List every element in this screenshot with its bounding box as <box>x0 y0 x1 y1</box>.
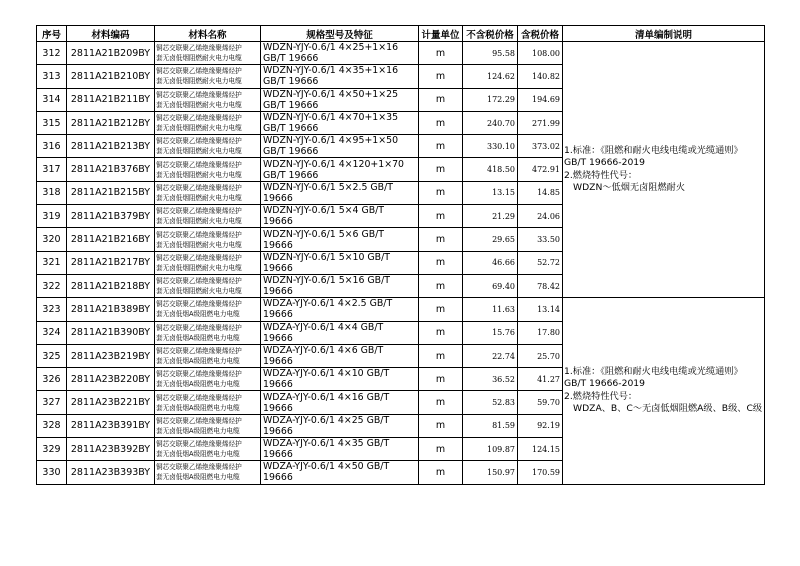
material-name-line: 套无卤低烟A级阻燃电力电缆 <box>156 426 240 435</box>
row-spec: WDZA-YJY-0.6/1 4×4 GB/T 19666 <box>261 321 419 344</box>
row-spec: WDZN-YJY-0.6/1 5×6 GB/T 19666 <box>261 228 419 251</box>
row-price-inc-tax: 108.00 <box>518 42 563 65</box>
material-name-line: 铜芯交联聚乙烯绝缘聚烯烃护 <box>156 393 242 402</box>
row-spec: WDZN-YJY-0.6/1 5×16 GB/T 19666 <box>261 274 419 297</box>
material-name-line: 套无卤低烟A级阻燃电力电缆 <box>156 380 240 389</box>
row-price-inc-tax: 52.72 <box>518 251 563 274</box>
row-price-inc-tax: 14.85 <box>518 181 563 204</box>
row-seq: 330 <box>37 461 67 484</box>
header-notes: 清单编制说明 <box>563 26 765 42</box>
row-price-ex-tax: 418.50 <box>463 158 518 181</box>
material-name-line: 套无卤低烟阻燃耐火电力电缆 <box>156 263 242 272</box>
header-material-code: 材料编码 <box>67 26 155 42</box>
row-price-ex-tax: 11.63 <box>463 298 518 321</box>
material-name-line: 铜芯交联聚乙烯绝缘聚烯烃护 <box>156 44 242 53</box>
row-spec: WDZN-YJY-0.6/1 5×4 GB/T 19666 <box>261 205 419 228</box>
row-seq: 321 <box>37 251 67 274</box>
row-spec: WDZN-YJY-0.6/1 5×2.5 GB/T 19666 <box>261 181 419 204</box>
row-price-ex-tax: 150.97 <box>463 461 518 484</box>
row-unit: m <box>419 158 463 181</box>
row-seq: 328 <box>37 414 67 437</box>
row-material-name <box>155 65 261 88</box>
material-name-line: 套无卤低烟阻燃耐火电力电缆 <box>156 193 242 202</box>
row-material-code: 2811A23B220BY <box>67 368 155 391</box>
row-spec: WDZN-YJY-0.6/1 4×120+1×70 GB/T 19666 <box>261 158 419 181</box>
row-material-code: 2811A21B217BY <box>67 251 155 274</box>
row-price-inc-tax: 472.91 <box>518 158 563 181</box>
row-unit: m <box>419 298 463 321</box>
material-name-line: 铜芯交联聚乙烯绝缘聚烯烃护 <box>156 416 242 425</box>
row-price-inc-tax: 41.27 <box>518 368 563 391</box>
row-material-name <box>155 42 261 65</box>
row-price-ex-tax: 109.87 <box>463 438 518 461</box>
row-price-inc-tax: 194.69 <box>518 88 563 111</box>
material-name-line: 铜芯交联聚乙烯绝缘聚烯烃护 <box>156 207 242 216</box>
row-seq: 326 <box>37 368 67 391</box>
row-price-ex-tax: 69.40 <box>463 274 518 297</box>
row-material-name <box>155 321 261 344</box>
row-price-ex-tax: 330.10 <box>463 135 518 158</box>
row-spec: WDZN-YJY-0.6/1 4×95+1×50 GB/T 19666 <box>261 135 419 158</box>
row-spec: WDZN-YJY-0.6/1 4×35+1×16 GB/T 19666 <box>261 65 419 88</box>
material-name-line: 套无卤低烟A级阻燃电力电缆 <box>156 473 240 482</box>
row-price-ex-tax: 124.62 <box>463 65 518 88</box>
row-spec: WDZA-YJY-0.6/1 4×6 GB/T 19666 <box>261 344 419 367</box>
row-price-ex-tax: 81.59 <box>463 414 518 437</box>
row-spec: WDZN-YJY-0.6/1 4×70+1×35 GB/T 19666 <box>261 111 419 134</box>
row-seq: 327 <box>37 391 67 414</box>
row-spec: WDZA-YJY-0.6/1 4×35 GB/T 19666 <box>261 438 419 461</box>
notes-line: GB/T 19666-2019 <box>564 157 645 169</box>
row-price-inc-tax: 271.99 <box>518 111 563 134</box>
material-name-line: 套无卤低烟A级阻燃电力电缆 <box>156 333 240 342</box>
header-seq: 序号 <box>37 26 67 42</box>
row-unit: m <box>419 181 463 204</box>
row-material-code: 2811A21B213BY <box>67 135 155 158</box>
row-price-inc-tax: 124.15 <box>518 438 563 461</box>
row-price-inc-tax: 78.42 <box>518 274 563 297</box>
row-material-code: 2811A21B376BY <box>67 158 155 181</box>
row-seq: 320 <box>37 228 67 251</box>
row-material-code: 2811A21B379BY <box>67 205 155 228</box>
header-spec: 规格型号及特征 <box>261 26 419 42</box>
row-seq: 318 <box>37 181 67 204</box>
row-material-code: 2811A21B211BY <box>67 88 155 111</box>
row-price-ex-tax: 21.29 <box>463 205 518 228</box>
row-spec: WDZA-YJY-0.6/1 4×16 GB/T 19666 <box>261 391 419 414</box>
table-body <box>37 42 765 485</box>
notes-line: GB/T 19666-2019 <box>564 378 645 390</box>
row-price-ex-tax: 52.83 <box>463 391 518 414</box>
row-material-code: 2811A21B209BY <box>67 42 155 65</box>
row-material-name <box>155 158 261 181</box>
row-price-ex-tax: 15.76 <box>463 321 518 344</box>
material-name-line: 铜芯交联聚乙烯绝缘聚烯烃护 <box>156 277 242 286</box>
row-price-inc-tax: 25.70 <box>518 344 563 367</box>
material-name-line: 铜芯交联聚乙烯绝缘聚烯烃护 <box>156 114 242 123</box>
row-price-ex-tax: 172.29 <box>463 88 518 111</box>
row-price-ex-tax: 95.58 <box>463 42 518 65</box>
row-spec: WDZA-YJY-0.6/1 4×50 GB/T 19666 <box>261 461 419 484</box>
row-material-code: 2811A23B221BY <box>67 391 155 414</box>
row-material-code: 2811A23B392BY <box>67 438 155 461</box>
row-material-name <box>155 111 261 134</box>
notes-line: WDZA、B、C～无卤低烟阻燃A级、B级、C级 <box>573 403 763 415</box>
material-name-line: 套无卤低烟A级阻燃电力电缆 <box>156 403 240 412</box>
notes-cell <box>563 42 765 298</box>
row-material-code: 2811A21B210BY <box>67 65 155 88</box>
row-price-ex-tax: 36.52 <box>463 368 518 391</box>
row-material-code: 2811A21B389BY <box>67 298 155 321</box>
header-unit: 计量单位 <box>419 26 463 42</box>
material-name-line: 铜芯交联聚乙烯绝缘聚烯烃护 <box>156 323 242 332</box>
notes-line: 2.燃烧特性代号： <box>564 169 638 181</box>
row-price-ex-tax: 240.70 <box>463 111 518 134</box>
row-unit: m <box>419 111 463 134</box>
notes-line: 1.标准：《阻燃和耐火电线电缆或光缆通则》 <box>564 144 743 156</box>
material-name-line: 铜芯交联聚乙烯绝缘聚烯烃护 <box>156 230 242 239</box>
row-material-code: 2811A21B212BY <box>67 111 155 134</box>
material-name-line: 套无卤低烟阻燃耐火电力电缆 <box>156 217 242 226</box>
row-material-name <box>155 391 261 414</box>
row-material-code: 2811A21B390BY <box>67 321 155 344</box>
row-spec: WDZA-YJY-0.6/1 4×25 GB/T 19666 <box>261 414 419 437</box>
header-material-name: 材料名称 <box>155 26 261 42</box>
row-seq: 314 <box>37 88 67 111</box>
notes-cell <box>563 298 765 484</box>
notes-line: 2.燃烧特性代号： <box>564 390 638 402</box>
row-seq: 317 <box>37 158 67 181</box>
row-seq: 319 <box>37 205 67 228</box>
row-spec: WDZN-YJY-0.6/1 5×10 GB/T 19666 <box>261 251 419 274</box>
row-seq: 315 <box>37 111 67 134</box>
row-unit: m <box>419 344 463 367</box>
notes-line: WDZN～低烟无卤阻燃耐火 <box>573 182 686 194</box>
row-seq: 313 <box>37 65 67 88</box>
row-unit: m <box>419 391 463 414</box>
row-seq: 322 <box>37 274 67 297</box>
row-price-ex-tax: 46.66 <box>463 251 518 274</box>
row-material-code: 2811A21B216BY <box>67 228 155 251</box>
row-spec: WDZN-YJY-0.6/1 4×25+1×16 GB/T 19666 <box>261 42 419 65</box>
row-material-name <box>155 205 261 228</box>
row-price-inc-tax: 373.02 <box>518 135 563 158</box>
material-name-line: 铜芯交联聚乙烯绝缘聚烯烃护 <box>156 463 242 472</box>
row-unit: m <box>419 368 463 391</box>
material-name-line: 套无卤低烟阻燃耐火电力电缆 <box>156 77 242 86</box>
row-spec: WDZA-YJY-0.6/1 4×10 GB/T 19666 <box>261 368 419 391</box>
row-unit: m <box>419 135 463 158</box>
row-price-inc-tax: 140.82 <box>518 65 563 88</box>
material-name-line: 铜芯交联聚乙烯绝缘聚烯烃护 <box>156 370 242 379</box>
material-name-line: 铜芯交联聚乙烯绝缘聚烯烃护 <box>156 300 242 309</box>
material-name-line: 套无卤低烟阻燃耐火电力电缆 <box>156 147 242 156</box>
material-name-line: 套无卤低烟A级阻燃电力电缆 <box>156 450 240 459</box>
row-price-inc-tax: 17.80 <box>518 321 563 344</box>
row-seq: 324 <box>37 321 67 344</box>
row-price-inc-tax: 33.50 <box>518 228 563 251</box>
row-material-name <box>155 368 261 391</box>
material-name-line: 套无卤低烟阻燃耐火电力电缆 <box>156 100 242 109</box>
row-material-name <box>155 298 261 321</box>
material-name-line: 铜芯交联聚乙烯绝缘聚烯烃护 <box>156 183 242 192</box>
row-price-ex-tax: 13.15 <box>463 181 518 204</box>
row-unit: m <box>419 414 463 437</box>
row-seq: 316 <box>37 135 67 158</box>
material-name-line: 套无卤低烟A级阻燃电力电缆 <box>156 310 240 319</box>
material-name-line: 铜芯交联聚乙烯绝缘聚烯烃护 <box>156 160 242 169</box>
material-name-line: 套无卤低烟阻燃耐火电力电缆 <box>156 54 242 63</box>
row-price-ex-tax: 29.65 <box>463 228 518 251</box>
material-name-line: 铜芯交联聚乙烯绝缘聚烯烃护 <box>156 253 242 262</box>
material-name-line: 铜芯交联聚乙烯绝缘聚烯烃护 <box>156 137 242 146</box>
material-name-line: 套无卤低烟阻燃耐火电力电缆 <box>156 287 242 296</box>
material-name-line: 铜芯交联聚乙烯绝缘聚烯烃护 <box>156 440 242 449</box>
row-spec: WDZA-YJY-0.6/1 4×2.5 GB/T 19666 <box>261 298 419 321</box>
row-material-name <box>155 228 261 251</box>
row-unit: m <box>419 274 463 297</box>
row-material-name <box>155 251 261 274</box>
material-name-line: 套无卤低烟阻燃耐火电力电缆 <box>156 124 242 133</box>
row-material-name <box>155 274 261 297</box>
notes-line: 1.标准：《阻燃和耐火电线电缆或光缆通则》 <box>564 365 743 377</box>
header-price-inc-tax: 含税价格 <box>518 26 563 42</box>
header-price-ex-tax: 不含税价格 <box>463 26 518 42</box>
row-price-inc-tax: 59.70 <box>518 391 563 414</box>
row-seq: 312 <box>37 42 67 65</box>
row-unit: m <box>419 205 463 228</box>
row-price-inc-tax: 24.06 <box>518 205 563 228</box>
row-material-name <box>155 438 261 461</box>
row-unit: m <box>419 228 463 251</box>
row-material-code: 2811A21B218BY <box>67 274 155 297</box>
row-unit: m <box>419 42 463 65</box>
material-name-line: 铜芯交联聚乙烯绝缘聚烯烃护 <box>156 90 242 99</box>
row-spec: WDZN-YJY-0.6/1 4×50+1×25 GB/T 19666 <box>261 88 419 111</box>
row-material-name <box>155 414 261 437</box>
row-material-code: 2811A23B219BY <box>67 344 155 367</box>
row-unit: m <box>419 438 463 461</box>
row-material-code: 2811A23B391BY <box>67 414 155 437</box>
table-row <box>37 42 765 65</box>
row-material-name <box>155 181 261 204</box>
row-material-name <box>155 461 261 484</box>
price-list-table <box>36 25 765 485</box>
row-seq: 329 <box>37 438 67 461</box>
row-seq: 325 <box>37 344 67 367</box>
row-unit: m <box>419 461 463 484</box>
row-price-inc-tax: 13.14 <box>518 298 563 321</box>
material-name-line: 铜芯交联聚乙烯绝缘聚烯烃护 <box>156 67 242 76</box>
row-material-name <box>155 135 261 158</box>
row-material-code: 2811A23B393BY <box>67 461 155 484</box>
row-material-name <box>155 344 261 367</box>
material-name-line: 套无卤低烟阻燃耐火电力电缆 <box>156 170 242 179</box>
row-unit: m <box>419 251 463 274</box>
row-price-inc-tax: 170.59 <box>518 461 563 484</box>
material-name-line: 铜芯交联聚乙烯绝缘聚烯烃护 <box>156 347 242 355</box>
header-row <box>37 26 765 42</box>
material-name-line: 套无卤低烟阻燃耐火电力电缆 <box>156 240 242 249</box>
row-material-name <box>155 88 261 111</box>
row-unit: m <box>419 65 463 88</box>
row-price-inc-tax: 92.19 <box>518 414 563 437</box>
row-price-ex-tax: 22.74 <box>463 344 518 367</box>
row-unit: m <box>419 88 463 111</box>
table-row <box>37 298 765 321</box>
material-name-line: 套无卤低烟A级阻燃电力电缆 <box>156 357 240 365</box>
row-material-code: 2811A21B215BY <box>67 181 155 204</box>
row-unit: m <box>419 321 463 344</box>
row-seq: 323 <box>37 298 67 321</box>
